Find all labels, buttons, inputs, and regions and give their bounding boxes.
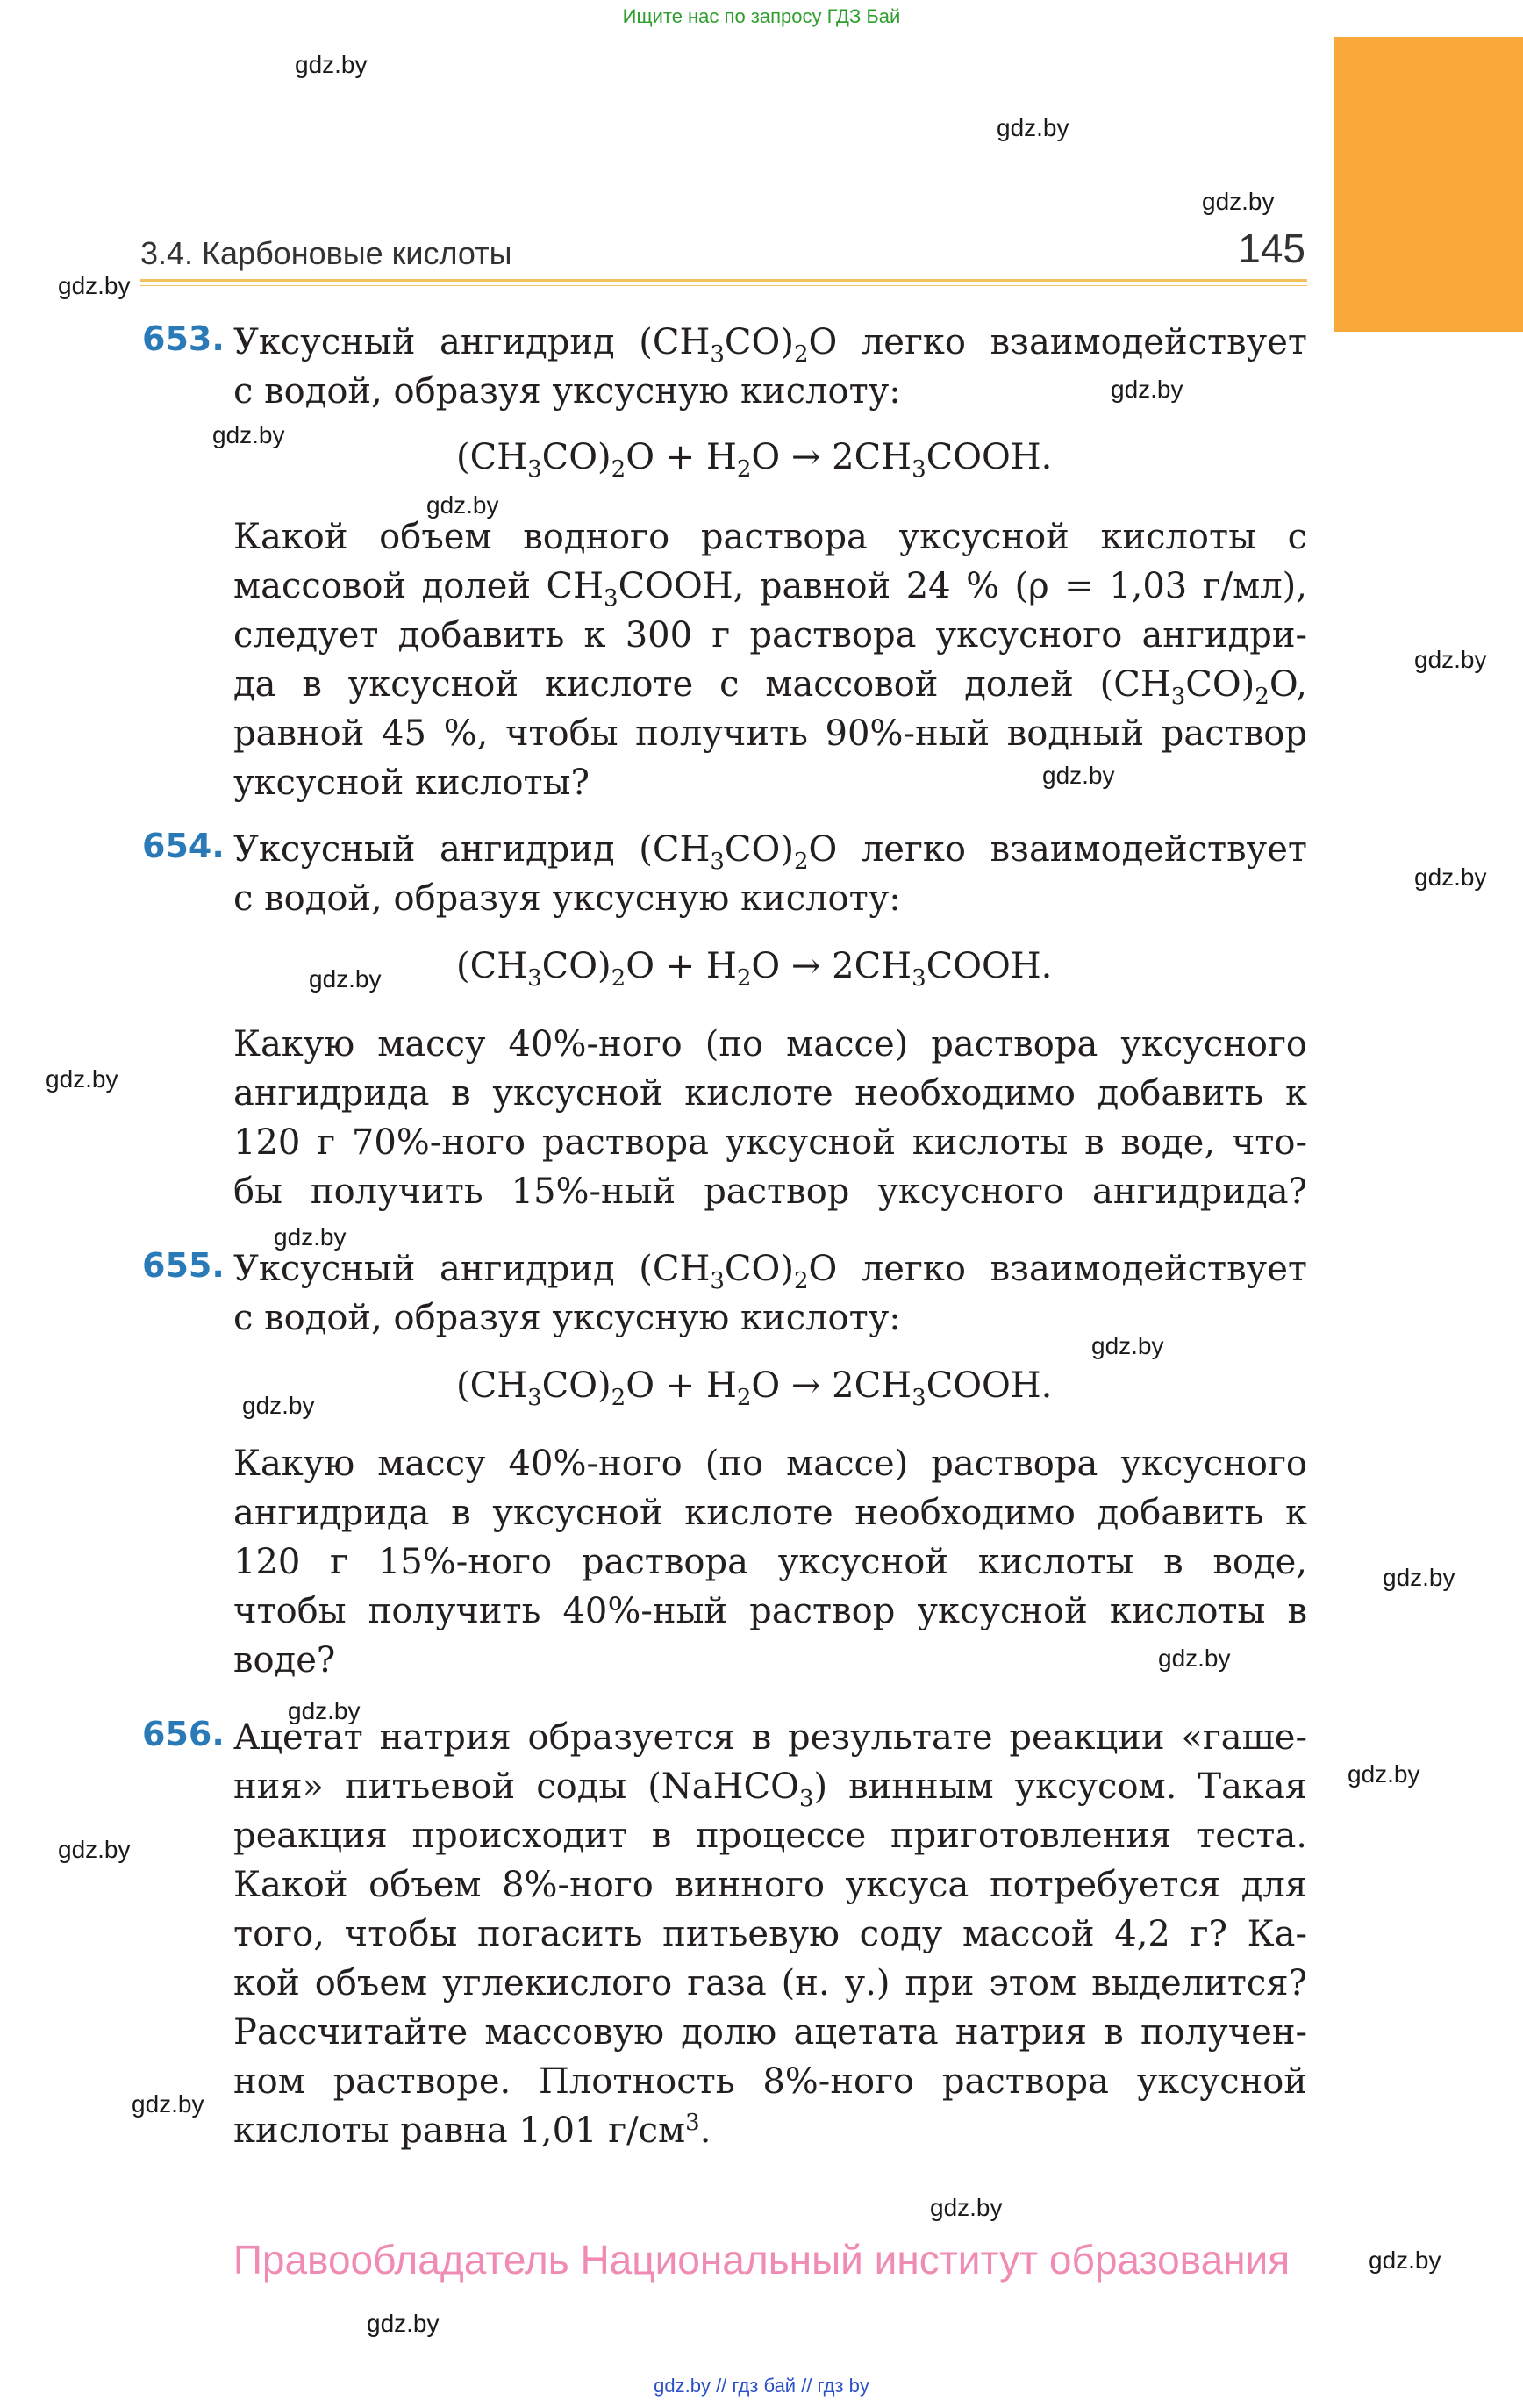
problem-line: ангидрида в уксусной кислоте необходимо добавить к — [233, 1493, 1307, 1533]
problem-line: следует добавить к 300 г раствора уксусного ангидри- — [233, 615, 1307, 656]
watermark: gdz.by — [58, 272, 131, 299]
watermark: gdz.by — [288, 1697, 361, 1724]
problem-line: чтобы получить 40%-ный раствор уксусной кислоты в — [233, 1591, 1307, 1631]
watermark: gdz.by — [1158, 1645, 1231, 1672]
problem-line: с водой, образуя уксусную кислоту: — [233, 1298, 901, 1338]
watermark: gdz.by — [1414, 864, 1487, 891]
problem-line: с водой, образуя уксусную кислоту: — [233, 371, 901, 412]
watermark: gdz.by — [1111, 376, 1183, 403]
watermark: gdz.by — [1042, 762, 1115, 789]
header-rule-thin — [140, 285, 1307, 286]
problem-line: ангидрида в уксусной кислоте необходимо добавить к — [233, 1073, 1307, 1114]
watermark: gdz.by — [1091, 1332, 1164, 1359]
watermark: gdz.by — [295, 51, 368, 78]
watermark: gdz.by — [1202, 188, 1275, 215]
problem-line: Уксусный ангидрид $(CH_3CO)_2O$ легко взаимодействует — [233, 829, 1308, 875]
problem-number: 655. — [142, 1246, 225, 1285]
chapter-title: 3.4. Карбоновые кислоты — [140, 235, 512, 271]
problem-number: 656. — [142, 1715, 225, 1753]
problem-number: 654. — [142, 827, 225, 865]
orange-page-tab — [1334, 37, 1523, 332]
problem-line: равной 45 %, чтобы получить 90%-ный водный раствор — [233, 713, 1307, 754]
problem-line: воде? — [233, 1640, 336, 1681]
footer-links: gdz.by // гдз бай // гдз by — [654, 2375, 869, 2397]
page-number: 145 — [1238, 226, 1305, 271]
watermark: gdz.by — [212, 421, 285, 448]
top-search-note: Ищите нас по запросу ГДЗ Бай — [622, 5, 901, 27]
watermark: gdz.by — [930, 2194, 1003, 2221]
watermark: gdz.by — [242, 1392, 315, 1419]
watermark: gdz.by — [309, 965, 382, 993]
problem-line: Уксусный ангидрид $(CH_3CO)_2O$ легко взаимодействует — [233, 322, 1308, 368]
problem-line: кой объем углекислого газа (н. у.) при этом выделится? — [233, 1963, 1307, 2003]
problem-line: Ацетат натрия образуется в результате реакции «гаше- — [233, 1717, 1307, 1758]
watermark: gdz.by — [1369, 2247, 1441, 2274]
header-rule — [140, 279, 1307, 282]
problem-line: ния» питьевой соды (NaHCO$_3$) винным уксусом. Такая — [233, 1767, 1307, 1812]
problem-line: Какую массу 40%-ного (по массе) раствора уксусного — [233, 1444, 1307, 1484]
problem-line: Какой объем водного раствора уксусной кислоты с — [233, 517, 1307, 557]
problem-line: Какую массу 40%-ного (по массе) раствора уксусного — [233, 1024, 1307, 1064]
watermark: gdz.by — [274, 1223, 347, 1251]
problem-line: ном растворе. Плотность 8%-ного раствора уксусной — [233, 2061, 1307, 2102]
problem-line: Рассчитайте массовую долю ацетата натрия в получен- — [233, 2012, 1307, 2053]
problem-line: Какой объем 8%-ного винного уксуса потребуется для — [233, 1865, 1307, 1905]
watermark: gdz.by — [367, 2310, 440, 2337]
watermark: gdz.by — [132, 2090, 204, 2118]
problem-line: массовой долей $CH_3COOH$, равной 24 % (ρ = 1,03 г/мл), — [233, 566, 1307, 612]
problem-number: 653. — [142, 319, 225, 358]
problem-line: Уксусный ангидрид $(CH_3CO)_2O$ легко взаимодействует — [233, 1249, 1308, 1294]
problem-line: да в уксусной кислоте с массовой долей $(CH_3CO)_2O$, — [233, 664, 1307, 710]
problem-line: того, чтобы погасить питьевую соду массой 4,2 г? Ка- — [233, 1914, 1307, 1954]
reaction-equation: $(CH_3CO)_2O + H_2O$ → $2CH_3COOH$. — [456, 946, 1053, 992]
problem-line: с водой, образуя уксусную кислоту: — [233, 878, 901, 919]
problem-line: бы получить 15%-ный раствор уксусного ангидрида? — [233, 1172, 1307, 1212]
problem-line: реакция происходит в процессе приготовления теста. — [233, 1816, 1307, 1856]
reaction-equation: $(CH_3CO)_2O + H_2O$ → $2CH_3COOH$. — [456, 437, 1053, 483]
problem-line: кислоты равна 1,01 $г/см^3$. — [233, 2110, 711, 2151]
problem-line: 120 г 15%-ного раствора уксусной кислоты в воде, — [233, 1542, 1307, 1582]
watermark: gdz.by — [1383, 1564, 1455, 1591]
problem-line: 120 г 70%-ного раствора уксусной кислоты в воде, что- — [233, 1122, 1307, 1163]
watermark: gdz.by — [58, 1836, 131, 1863]
watermark: gdz.by — [997, 114, 1069, 141]
watermark: gdz.by — [1348, 1760, 1420, 1788]
copyright-notice: Правообладатель Национальный институт образования — [232, 2237, 1291, 2283]
watermark: gdz.by — [1414, 646, 1487, 673]
watermark: gdz.by — [426, 491, 499, 519]
reaction-equation: $(CH_3CO)_2O + H_2O$ → $2CH_3COOH$. — [456, 1365, 1053, 1411]
problem-line: уксусной кислоты? — [233, 763, 590, 803]
watermark: gdz.by — [46, 1065, 118, 1093]
